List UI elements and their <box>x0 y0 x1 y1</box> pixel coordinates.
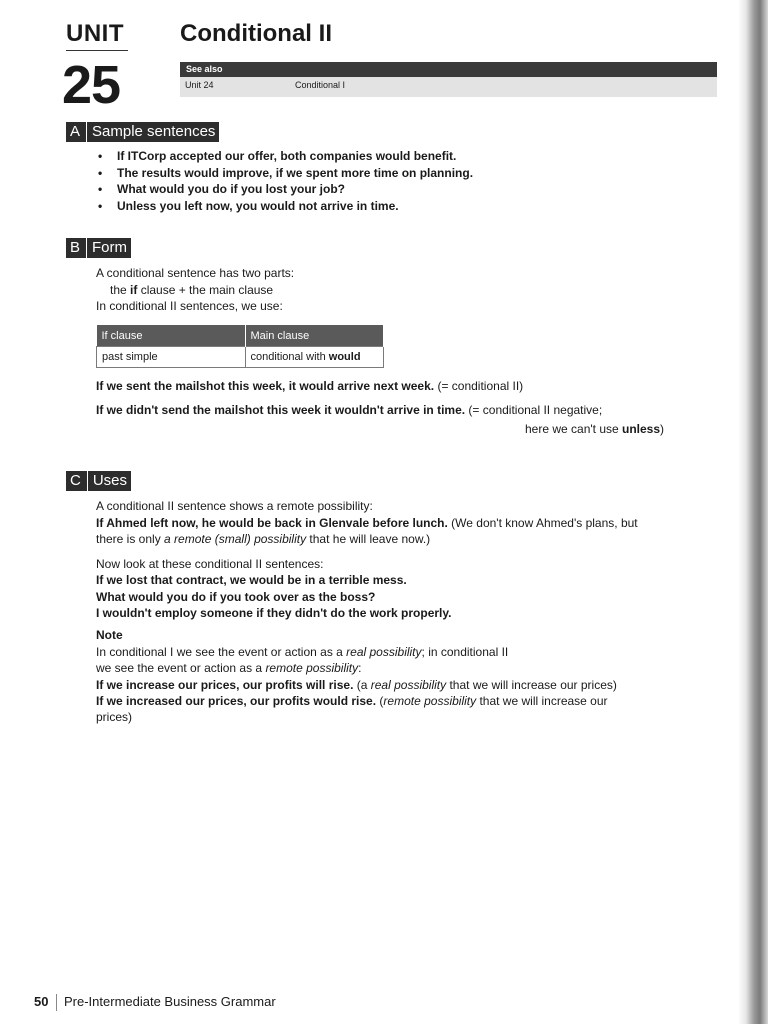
uses-example-ahmed: If Ahmed left now, he would be back in Glenvale before lunch. (We don't know Ahmed's plans, but <box>96 516 638 530</box>
section-b-heading <box>66 238 131 258</box>
table-cell-main-clause: conditional with would <box>245 347 384 368</box>
section-c-heading <box>66 471 131 491</box>
note-example-real: If we increase our prices, our profits will rise. (a real possibility that we will increase our prices) <box>96 678 617 692</box>
form-parts-line: the if clause + the main clause <box>110 283 274 297</box>
note-line-2: we see the event or action as a remote possibility: <box>96 661 362 675</box>
note-example-remote-cont: prices) <box>96 710 133 724</box>
note-label: Note <box>96 628 123 642</box>
see-also-unit: Unit 24 <box>185 80 214 90</box>
see-also-row <box>180 77 717 97</box>
list-item: • The results would improve, if we spent more time on planning. <box>98 165 473 182</box>
footer-divider <box>56 994 57 1011</box>
unit-divider <box>66 50 128 51</box>
table-header-main-clause: Main clause <box>245 325 384 347</box>
section-title: Form <box>92 239 128 256</box>
unit-label: UNIT <box>66 20 124 47</box>
section-letter: B <box>70 239 81 256</box>
form-example-2-note: here we can't use unless) <box>525 422 665 436</box>
list-item: • What would you do if you lost your job? <box>98 181 473 198</box>
form-usage-line: In conditional II sentences, we use: <box>96 299 283 313</box>
table-row <box>97 347 384 368</box>
form-table <box>96 325 384 368</box>
form-example-2: If we didn't send the mailshot this week it wouldn't arrive in time. (= conditional II negative; <box>96 403 603 417</box>
section-title: Uses <box>92 472 128 489</box>
list-item: • If ITCorp accepted our offer, both companies would benefit. <box>98 148 473 165</box>
see-also-topic: Conditional I <box>295 80 346 90</box>
form-example-1: If we sent the mailshot this week, it would arrive next week. (= conditional II) <box>96 379 524 393</box>
uses-example: What would you do if you took over as the boss? <box>96 590 376 604</box>
section-a-heading <box>66 122 219 142</box>
uses-example-ahmed-note: there is only a remote (small) possibility that he will leave now.) <box>96 532 431 546</box>
uses-example: I wouldn't employ someone if they didn't do the work properly. <box>96 606 452 620</box>
see-also-header <box>180 62 717 77</box>
see-also-label: See also <box>186 64 223 74</box>
note-example-remote: If we increased our prices, our profits would rise. (remote possibility that we will increase our <box>96 694 608 708</box>
unit-number: 25 <box>62 55 121 115</box>
page-title: Conditional II <box>180 20 332 47</box>
section-letter: A <box>70 123 81 140</box>
form-intro-line: A conditional sentence has two parts: <box>96 266 295 280</box>
section-letter: C <box>70 472 81 489</box>
book-title: Pre-Intermediate Business Grammar <box>64 994 276 1009</box>
list-item: • Unless you left now, you would not arrive in time. <box>98 198 473 215</box>
note-line-1: In conditional I we see the event or action as a real possibility; in conditional II <box>96 645 509 659</box>
table-header-if-clause: If clause <box>97 325 246 347</box>
table-cell-if-clause: past simple <box>97 347 246 368</box>
page-number: 50 <box>34 994 49 1009</box>
uses-example: If we lost that contract, we would be in a terrible mess. <box>96 573 407 587</box>
book-spine-shadow <box>738 0 768 1024</box>
section-title: Sample sentences <box>92 123 216 140</box>
uses-look-line: Now look at these conditional II sentences: <box>96 557 324 571</box>
sample-sentences-list <box>98 148 473 214</box>
uses-intro: A conditional II sentence shows a remote possibility: <box>96 499 373 513</box>
